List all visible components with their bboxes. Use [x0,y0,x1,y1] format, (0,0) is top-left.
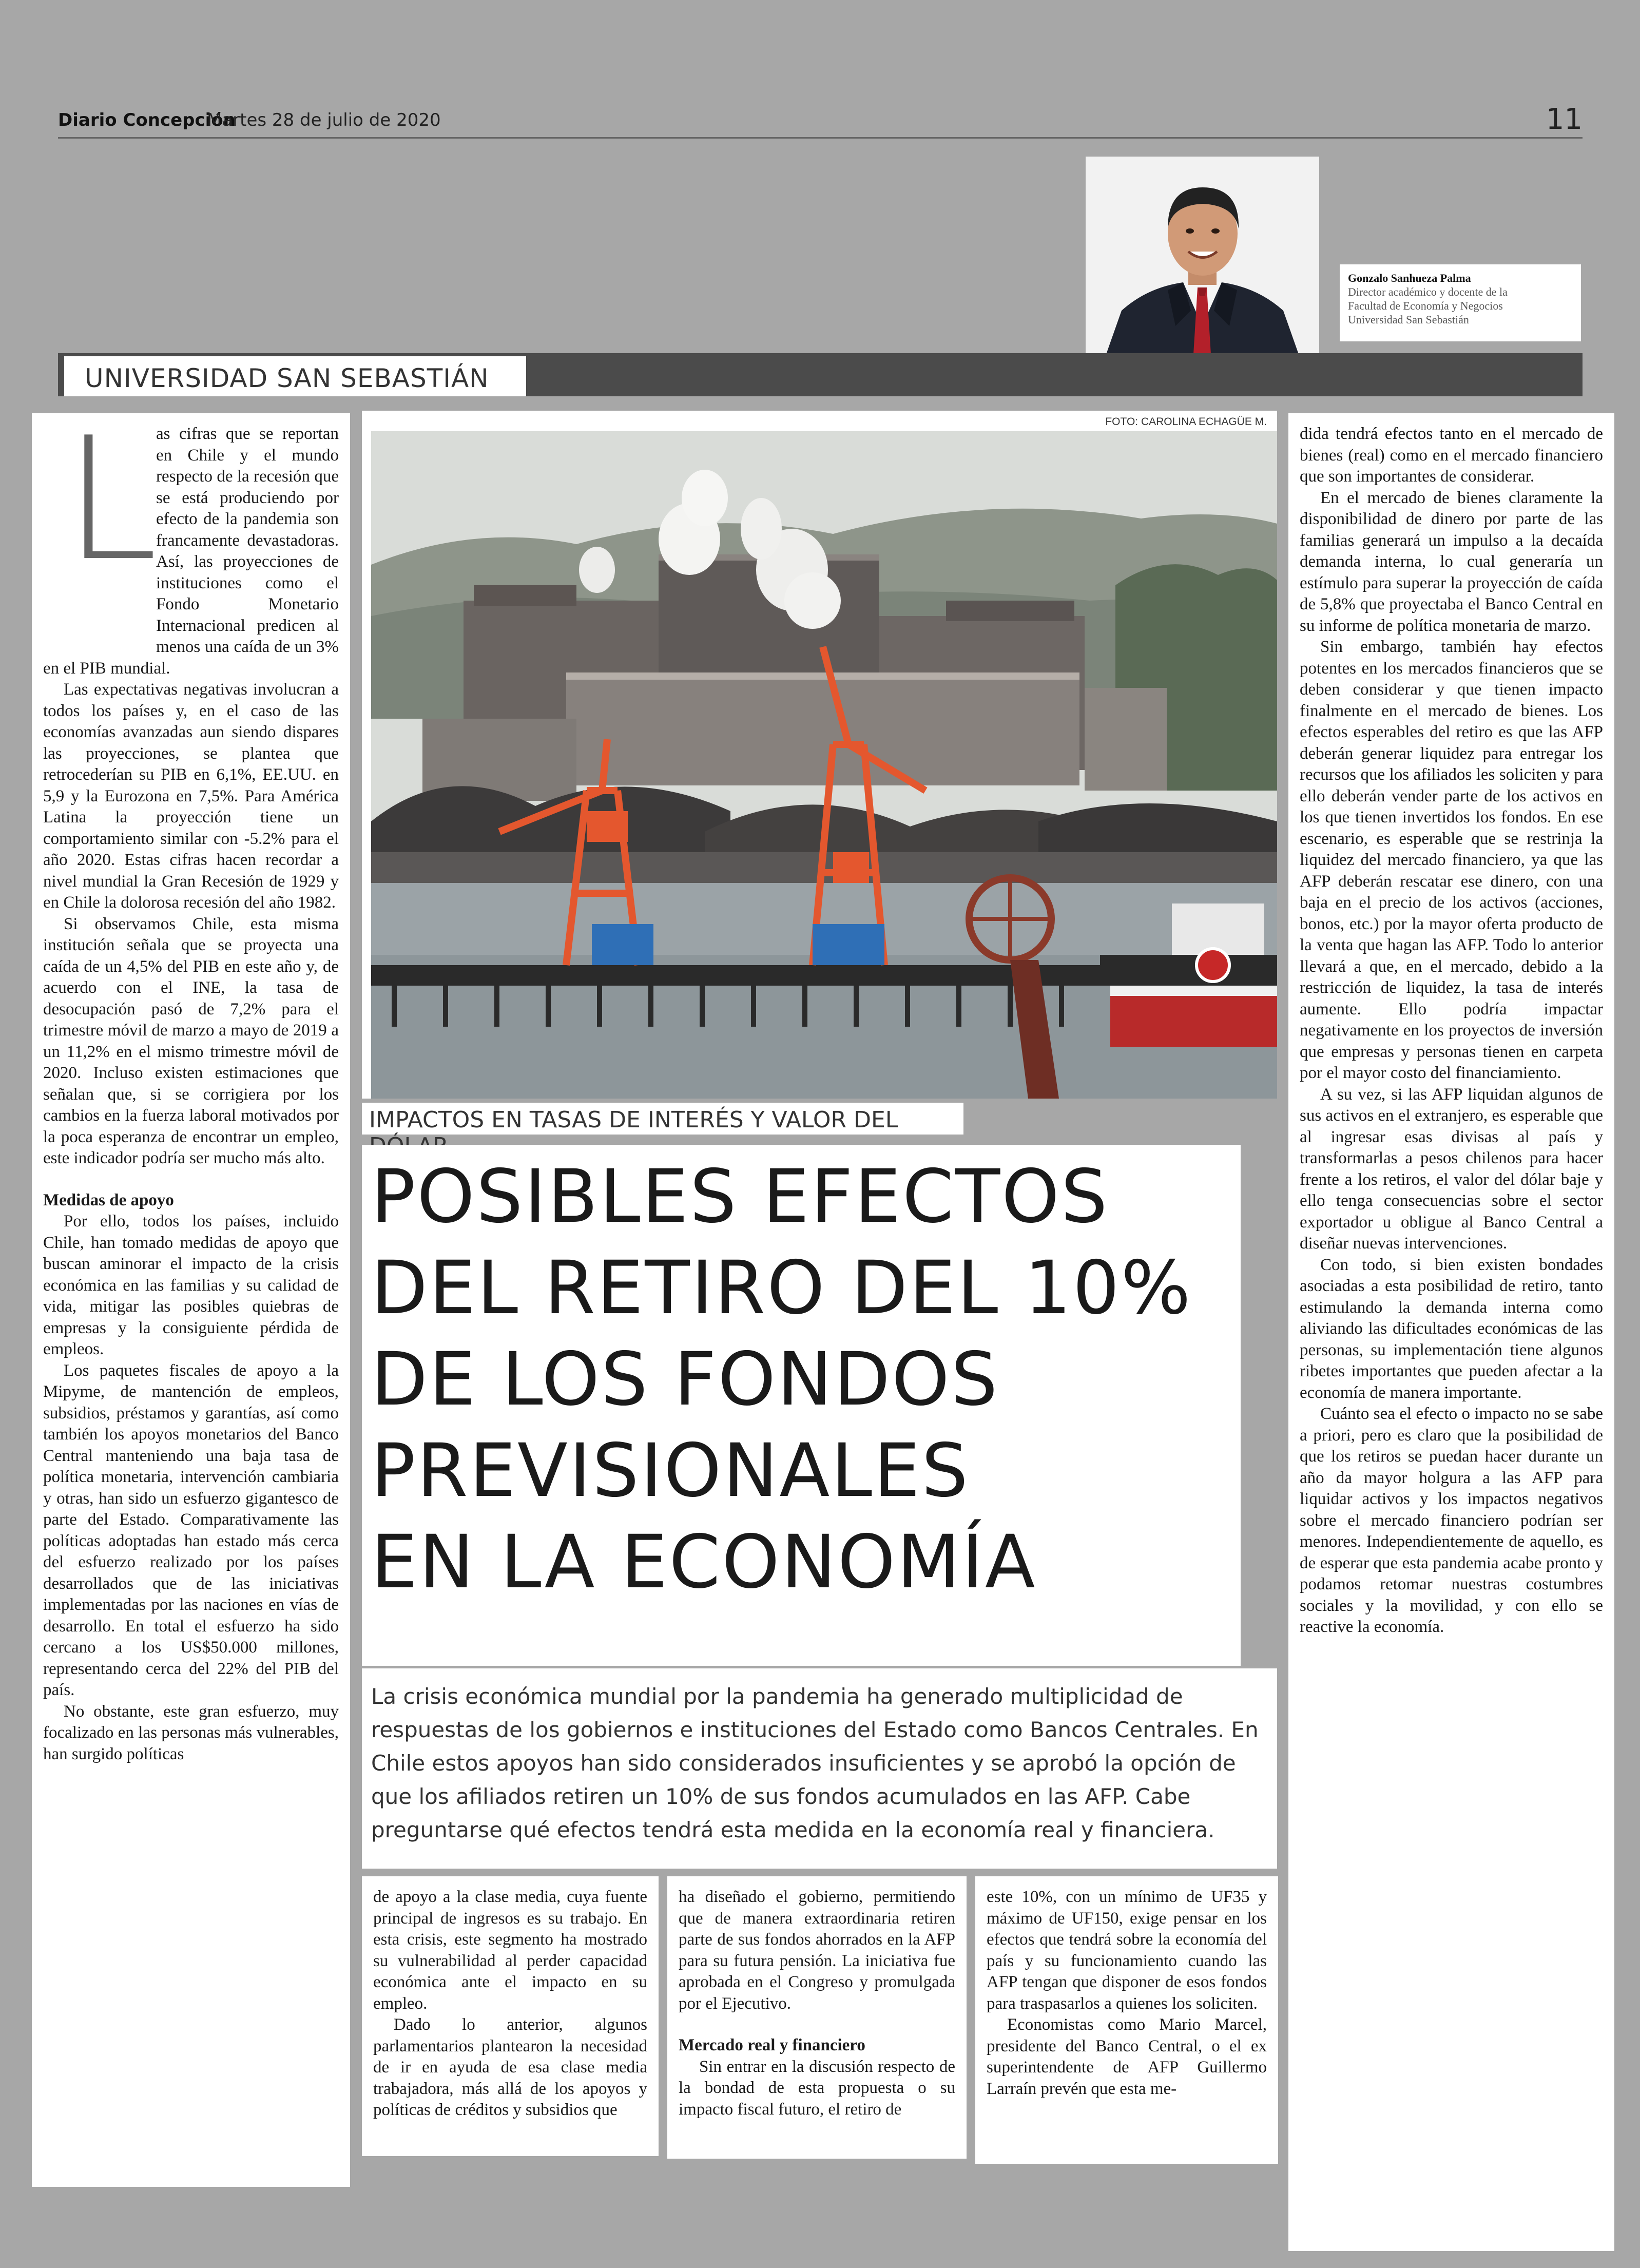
lead-paragraph: La crisis económica mundial por la pandemia ha generado multiplicidad de respuestas de los gobiernos e instituciones del Estado como Bancos Centrales. En Chile estos apoyos han sido considerados insuficientes y se aprobó la opción de que los afiliados retiren un 10% de sus fondos acumulados en las AFP. Cabe preguntarse qué efectos tendrá esta medida en la economía real y financiera. [371,1684,1259,1842]
subheading: Mercado real y financiero [679,2036,865,2054]
article-column-right [1288,413,1614,2251]
article-column-left [32,401,350,2187]
author-name: Gonzalo Sanhueza Palma [1348,272,1471,284]
article-paragraph: ha diseñado el gobierno, permitiendo que de manera extraordinaria retiren parte de sus fondos ahorrados en la AFP para su futura pensión. La iniciativa fue aprobada en el Congreso y promulgada por el Ejecutivo. [679,1888,955,2013]
newspaper-name: Diario Concepción [58,110,236,130]
article-paragraph: A su vez, si las AFP liquidan algunos de sus activos en el extranjero, es esperable que al ingresar esas divisas al país y transformarlas a pesos chilenos para hacer frente a los retiros, el valor del dólar baje y ello tenga consecuencias sobre el sector exportador u obligue al Banco Central a diseñar nuevas intervenciones. [1300,1085,1603,1253]
kicker-text: IMPACTOS EN TASAS DE INTERÉS Y VALOR DEL [369,1107,898,1133]
headline-line: POSIBLES EFECTOS [371,1154,1109,1239]
author-role-line: Facultad de Economía y Negocios [1348,299,1503,312]
article-paragraph: Sin entrar en la discusión respecto de la bondad de esta propuesta o su impacto fiscal futuro, el retiro de [679,2057,955,2119]
headline-box [362,1145,1241,1666]
section-bar [58,353,1583,396]
author-card [1340,264,1581,341]
article-paragraph: de apoyo a la clase media, cuya fuente principal de ingresos es su trabajo. En esta crisis, este segmento ha mostrado su vulnerabilidad al perder capacidad económica ante el impacto en su empleo. [373,1888,647,2013]
article-paragraph: Dado lo anterior, algunos parlamentarios plantearon la necesidad de ir en ayuda de esa clase media trabajadora, más allá de los apoyos y políticas de créditos y subsidios que [373,2015,647,2119]
article-paragraph: Las expectativas negativas involucran a todos los países y, en el caso de las economías avanzadas aun siendo dispares las proyecciones, se plantea que retrocederían su PIB en 6,1%, EE.UU. en 5,9 y la Eurozona en 7,5%. Para América Latina la proyección tiene un comportamiento similar con -5.2% para el año 2020. Estas cifras hacen recordar a nivel mundial la Gran Recesión de 1929 y en Chile la dolorosa recesión del año 1982. [43,680,339,912]
article-paragraph: dida tendrá efectos tanto en el mercado de bienes (real) como en el mercado financiero que son importantes de considerar. [1300,425,1603,486]
article-paragraph: Si observamos Chile, esta misma institución señala que se proyecta una caída de un 4,5% del PIB en este año y, de acuerdo con el INE, la tasa de desocupación pasó de 7,2% para el trimestre móvil de marzo a mayo de 2019 a un 11,2% en el mismo trimestre móvil de 2020. Incluso existen estimaciones que señalan que, si se corrigiera por los cambios en la fuerza laboral motivados por la poca esperanza de encontrar un empleo, este indicador podría ser mucho más alto. [43,914,339,1167]
page-number: 11 [1546,103,1583,136]
article-paragraph: este 10%, con un mínimo de UF35 y máximo de UF150, exige pensar en los efectos que tendrá sobre la economía del país y su funcionamiento cuando las AFP tengan que disponer de esos fondos para traspasarlos a quienes los soliciten. [987,1888,1267,2013]
article-paragraph: Cuánto sea el efecto o impacto no se sabe a priori, pero es claro que la posibilidad de que los retiros se puedan hacer durante un año da mayor holgura a las AFP para liquidar activos y los impactos negativos sobre el mercado financiero podrían ser menores. Independientemente de aquello, es de esperar que esta pandemia acabe pronto y podamos retomar nuestras costumbres sociales y la movilidad, y con ello se reactive la economía. [1300,1405,1603,1636]
article-paragraph: Los paquetes fiscales de apoyo a la Mipyme, de mantención de empleos, subsidios, préstamos y garantías, así como también los apoyos monetarios del Banco Central manteniendo una baja tasa de política monetaria, intervención cambiaria y otras, han sido un esfuerzo gigantesco de parte del Estado. Comparativamente las políticas adoptadas han estado más cerca del esfuerzo realizado por los países desarrollados que de las iniciativas implementadas por las naciones en vías de desarrollo. En total el esfuerzo ha sido cercano a los US$50.000 millones, representando cerca del 22% del PIB del país. [43,1361,339,1699]
article-paragraph: En el mercado de bienes claramente la disponibilidad de dinero por parte de las familias generará un impulso a la decaída demanda interna, lo cual generaría un estímulo para superar la proyección de caída de 5,8% que proyectaba el Banco Central en su informe de política monetaria de marzo. [1300,488,1603,635]
article-column-bottom-3 [975,1876,1278,2164]
article-paragraph: Por ello, todos los países, incluido Chile, han tomado medidas de apoyo que buscan aminorar el impacto de la crisis económica en las familias y su calidad de vida, mitigar las posibles quiebras de empresas y la consiguiente pérdida de empleos. [43,1212,339,1358]
headline-line: EN LA ECONOMÍA [371,1519,1037,1605]
subheading: Medidas de apoyo [43,1190,174,1209]
section-title: UNIVERSIDAD SAN SEBASTIÁN [85,363,489,393]
kicker-box [362,1103,963,1135]
article-column-bottom-1 [362,1876,659,2156]
headline-line: DEL RETIRO DEL 10% [371,1245,1192,1331]
article-paragraph: Sin embargo, también hay efectos potentes en los mercados financieros que se deben considerar y que tienen impacto finalmente en el mercado de bienes. Los efectos esperables del retiro es que las AFP deberán generar liquidez para entregar los recursos que los afiliados les soliciten y para ello deberán vender parte de los activos en los que tienen invertidos los fondos. En ese escenario, es esperable que se restrinja la liquidez del mercado financiero, ya que las AFP deberán rescatar ese dinero, con una baja en el precio de los activos (acciones, bonos, etc.) por la mayor oferta producto de la venta que hagan las AFP. Todo lo anterior llevará a que, en el mercado, debido a la restricción de liquidez, la tasa de interés aumente. Ello podría impactar negativamente en los proyectos de inversión que empresas y personas tienen en carpeta por el mayor costo del financiamiento. [1300,638,1603,1082]
photo-frame [362,411,1277,1099]
industrial-port-photo [371,431,1277,1099]
author-role-line: Universidad San Sebastián [1348,313,1469,326]
lead-box [362,1668,1277,1869]
section-tab [61,356,526,396]
article-paragraph: Con todo, si bien existen bondades asociadas a esta posibilidad de retiro, tanto estimulando la demanda interna como aliviando las dificultades económicas de las personas, su implementación tiene algunos ribetes importantes que pueden afectar a la economía de manera importante. [1300,1255,1603,1402]
issue-date: Martes 28 de julio de 2020 [207,110,441,130]
headline [371,1151,1239,1608]
headline-line: PREVISIONALES [371,1428,970,1513]
author-role-line: Director académico y docente de la [1348,285,1508,298]
article-paragraph: as cifras que se reportan en Chile y el mundo respecto de la recesión que se está produciendo por efecto de la pandemia son francamente devastadoras. Así, las proyecciones de instituciones como el Fondo Monetario Internacional predicen al menos una caída de un 3% en el PIB mundial. [43,425,339,678]
author-portrait [1086,157,1319,354]
photo-credit: FOTO: CAROLINA ECHAGÜE M. [1105,416,1267,428]
masthead [58,103,1583,139]
headline-line: DE LOS FONDOS [371,1336,999,1422]
article-paragraph: Economistas como Mario Marcel, presidente del Banco Central, o el ex superintendente de AFP Guillermo Larraín prevén que esta me- [987,2015,1267,2098]
drop-cap: L [64,401,158,598]
article-column-bottom-2 [667,1876,967,2159]
article-paragraph: No obstante, este gran esfuerzo, muy focalizado en las personas más vulnerables, han surgido políticas [43,1702,339,1763]
